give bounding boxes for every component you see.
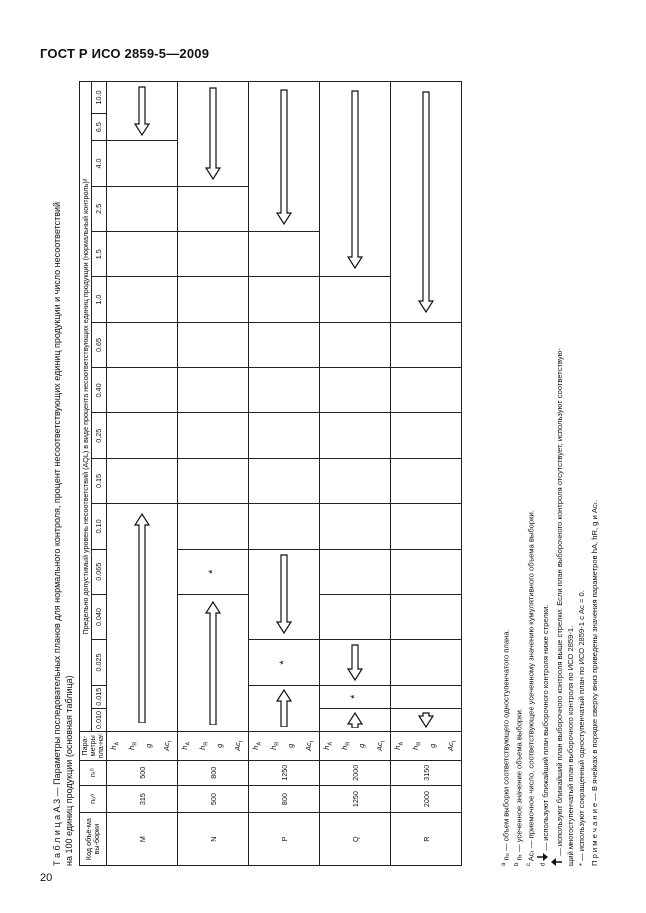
value-cell [391,368,462,413]
header-aql-0_065: 0.065 [92,549,107,594]
arrow-cell [178,82,249,187]
page-number: 20 [40,872,53,884]
value-cell [178,368,249,413]
value-cell [391,549,462,594]
row-code: N [178,813,249,866]
header-nt: nₜᵇ [80,760,107,785]
param-label: $Ac_t$ [161,740,173,751]
arrow-left-icon [276,554,292,634]
row-code: P [249,813,320,866]
header-aql-10_0: 10.0 [92,82,107,114]
arrow-right-icon [347,712,363,728]
value-cell [249,504,320,549]
table-row [178,82,249,866]
value-cell [178,413,249,458]
param-label: g [144,743,153,748]
value-cell [320,368,391,413]
param-label: $h_A$ [393,741,405,750]
value-cell [107,186,178,231]
param-label: $h_A$ [251,741,263,750]
arrow-left-icon [418,91,434,313]
param-label: $Ac_t$ [445,740,457,751]
value-cell [391,594,462,639]
row-nt: 1250 [249,760,320,785]
caption-line-2: на 100 единиц продукции (основная таблица) [64,675,74,866]
table-row [107,82,178,866]
row-nt: 3150 [391,760,462,785]
row-n0: 800 [249,785,320,812]
param-label: $h_A$ [322,741,334,750]
note-g: * — используют сокращенный одноступенчатый план по ИСО 2859-1 с Ac = 0. [576,590,586,866]
value-cell [107,322,178,367]
note-d: $^d$ — используют ближайший план выборочного контроля ниже стрелки. [537,81,551,866]
note-c: $^c$ Acₜ — приемочное число, соответствующее усеченному значению кумулятивного объема выборки. [526,510,536,866]
header-aql-0_025: 0.025 [92,640,107,685]
row-n0: 500 [178,785,249,812]
param-label: $h_R$ [339,741,351,750]
arrow-cell [320,708,391,731]
table-row [249,82,320,866]
param-label: $h_R$ [197,741,209,750]
value-cell [249,232,320,277]
row-params [320,732,391,760]
param-label: $Ac_t$ [374,740,386,751]
row-n0: 315 [107,785,178,812]
header-aql-0_10: 0.10 [92,504,107,549]
header-aql-0_015: 0.015 [92,685,107,708]
arrow-left-icon [205,87,221,180]
arrow-down-icon [537,853,548,861]
header-aql-0_040: 0.040 [92,594,107,639]
header-code: Код объё-ма вы-борки [80,813,107,866]
arrow-cell [391,708,462,731]
row-params [178,732,249,760]
table-caption [51,81,75,866]
arrow-cell [178,594,249,731]
arrow-left-icon [418,712,434,728]
header-aql-2_5: 2.5 [92,186,107,231]
header-aql-6_5: 6.5 [92,113,107,140]
star-marker: * [207,569,219,574]
star-marker: * [278,660,290,665]
aql-table [79,81,462,866]
header-aql-4_0: 4.0 [92,141,107,186]
header-aql-1_0: 1.0 [92,277,107,322]
table-notes [499,81,600,866]
value-cell [107,413,178,458]
value-cell [178,186,249,231]
value-cell [391,685,462,708]
row-n0: 1250 [320,785,391,812]
value-cell [107,458,178,503]
value-cell [391,458,462,503]
param-label: $Ac_t$ [232,740,244,751]
value-cell [320,549,391,594]
value-cell [178,277,249,322]
value-cell [249,368,320,413]
row-params [249,732,320,760]
value-cell [178,322,249,367]
param-label: g [357,743,366,748]
arrow-cell [320,82,391,277]
value-cell [107,368,178,413]
rotated-table-page [51,81,599,866]
header-aql-1_5: 1.5 [92,232,107,277]
value-cell [391,322,462,367]
value-cell [178,504,249,549]
value-cell [320,685,391,708]
value-cell [391,413,462,458]
arrow-left-icon [134,86,150,136]
value-cell [320,504,391,549]
param-label: $h_A$ [180,741,192,750]
header-aql-0_65: 0.65 [92,322,107,367]
param-label: $h_A$ [109,741,121,750]
arrow-left-icon [347,90,363,269]
value-cell [249,277,320,322]
arrow-up-icon [551,858,562,866]
value-cell [249,640,320,685]
value-cell [107,277,178,322]
arrow-cell [320,640,391,685]
arrow-right-icon [134,513,150,723]
value-cell [391,640,462,685]
arrow-left-icon [347,644,363,681]
value-cell [178,232,249,277]
arrow-cell [249,549,320,640]
table-row [391,82,462,866]
value-cell [249,322,320,367]
row-n0: 2000 [391,785,462,812]
value-cell [391,504,462,549]
value-cell [320,594,391,639]
document-header: ГОСТ Р ИСО 2859-5—2009 [40,46,210,61]
value-cell [178,549,249,594]
row-params [391,732,462,760]
arrow-cell [249,685,320,731]
row-code: Q [320,813,391,866]
row-code: M [107,813,178,866]
header-aql-0_010: 0.010 [92,708,107,731]
value-cell [320,458,391,503]
value-cell [320,277,391,322]
param-label: $Ac_t$ [303,740,315,751]
note-e: — используют ближайший план выборочного контроля выше стрелки. Если план выборочного контроля отсутствует, используют соответствую- [551,81,565,866]
param-label: $h_R$ [126,741,138,750]
header-params: Пара-метры пла-наᶜ [80,733,105,759]
header-aql-0_25: 0.25 [92,413,107,458]
arrow-right-icon [205,601,221,725]
arrow-cell [391,82,462,323]
param-label: g [428,743,437,748]
header-aql-title: Предельно допустимый уровень несоответствий (AQL) в виде процента несоответствующих единиц продукции (нормальный контроль)ᵈ [80,82,92,732]
value-cell [249,413,320,458]
note-remark: П р и м е ч а н и е — В ячейках в порядке сверху вниз приведены значения параметров hA, hR, g и Acₜ. [589,499,599,866]
header-aql-0_40: 0.40 [92,368,107,413]
arrow-cell [107,82,178,141]
note-a: $^a$ n₀ — объем выборки соответствующего одноступенчатого плана. [501,629,511,866]
arrow-cell [249,82,320,232]
header-n0: n₀ᵃ [80,785,107,812]
param-label: $h_R$ [268,741,280,750]
arrow-cell [107,504,178,732]
row-nt: 2000 [320,760,391,785]
row-code: R [391,813,462,866]
arrow-right-icon [276,689,292,727]
row-nt: 800 [178,760,249,785]
row-nt: 500 [107,760,178,785]
param-label: g [286,743,295,748]
param-label: $h_R$ [410,741,422,750]
value-cell [320,322,391,367]
row-params [107,732,178,760]
value-cell [249,458,320,503]
arrow-left-icon [276,89,292,225]
value-cell [178,458,249,503]
table-row [320,82,391,866]
note-f: щий многоступенчатый план выборочного контроля по ИСО 2859-1. [565,625,575,866]
caption-line-1: Т а б л и ц а А.3 — Параметры последовательных планов для нормального контроля, процент несоответствующих единиц продукции и число несоответствий [52,201,62,866]
note-b: $^b$ nₜ — усеченное значение объема выборки. [513,708,524,866]
star-marker: * [349,694,361,699]
param-label: g [215,743,224,748]
header-aql-0_15: 0.15 [92,458,107,503]
value-cell [107,232,178,277]
value-cell [320,413,391,458]
value-cell [107,141,178,186]
